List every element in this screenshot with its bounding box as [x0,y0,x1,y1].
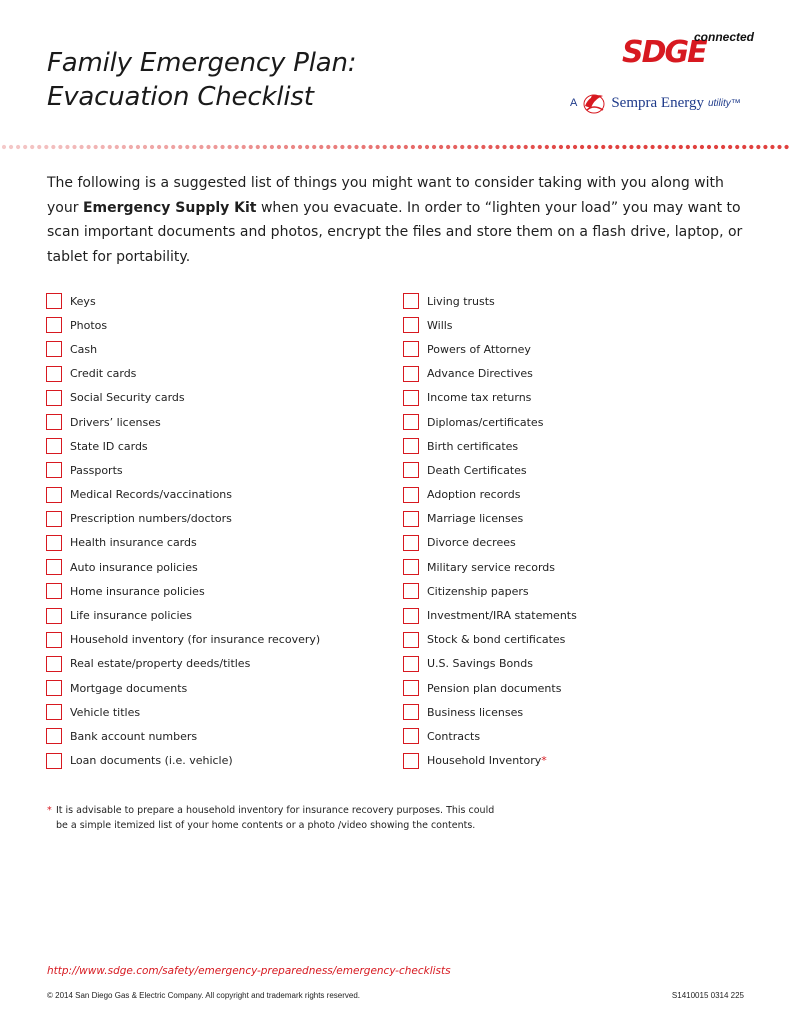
checkbox[interactable] [403,656,419,672]
divider-dot [552,145,556,149]
checklist-item [403,579,743,603]
divider-dot [643,145,647,149]
intro-text-2: when you evacuate. In order to “lighten your load” you may want to scan important documents and photos, encrypt the files and store them on a flash drive, laptop, or tablet for portability. [47,199,743,265]
checkbox[interactable] [403,438,419,454]
checkbox[interactable] [403,511,419,527]
checklist-item [46,483,386,507]
divider-dot [700,145,704,149]
checklist-item [403,289,743,313]
divider-dot [79,145,83,149]
checkbox[interactable] [46,414,62,430]
divider-dot [749,145,753,149]
divider-dot [559,145,563,149]
checklist-item-label: Pension plan documents [427,681,562,695]
page-title [47,46,356,114]
checklist-item-label: Stock & bond certificates [427,633,566,647]
checkbox[interactable] [403,317,419,333]
checklist-item [46,700,386,724]
checklist-item-label: Income tax returns [427,391,532,405]
divider-dot [672,145,676,149]
divider-dot [566,145,570,149]
divider-dot [418,145,422,149]
divider-dot [305,145,309,149]
divider-dot [629,145,633,149]
checklist-item [46,362,386,386]
checkbox[interactable] [403,535,419,551]
checkbox[interactable] [403,632,419,648]
sempra-line [570,90,741,116]
sempra-flame-icon [581,90,607,116]
divider-dot [23,145,27,149]
divider-dot [432,145,436,149]
checklist-item [403,749,743,773]
checklist-right-column [403,289,743,773]
checkbox[interactable] [46,317,62,333]
checklist-item [403,724,743,748]
divider-dot [249,145,253,149]
divider-dot [65,145,69,149]
checklist-item-label: Home insurance policies [70,584,205,598]
checkbox[interactable] [46,438,62,454]
checklist-item-label: Contracts [427,729,481,743]
checklist-item-label: Wills [427,318,453,332]
checklist-item [46,628,386,652]
logo-tagline: connected [694,30,755,44]
title-line-2: Evacuation Checklist [47,82,314,112]
checkbox[interactable] [46,608,62,624]
divider-dot [277,145,281,149]
divider-dot [347,145,351,149]
checkbox[interactable] [46,511,62,527]
checkbox[interactable] [46,535,62,551]
checklist-item [46,410,386,434]
checklist-item-label: Prescription numbers/doctors [70,512,232,526]
checklist-item [403,410,743,434]
divider-dot [460,145,464,149]
divider-dot [51,145,55,149]
divider-dot [171,145,175,149]
divider-dot [770,145,774,149]
checklist-item [46,603,386,627]
divider-dot [361,145,365,149]
checkbox[interactable] [403,293,419,309]
checklist-item [403,603,743,627]
divider-dot [72,145,76,149]
divider-dot [601,145,605,149]
checkbox[interactable] [46,293,62,309]
checklist-item-label: Health insurance cards [70,536,197,550]
divider-dot [481,145,485,149]
checklist-item-label: Mortgage documents [70,681,188,695]
divider-dot [777,145,781,149]
divider-dot [16,145,20,149]
checklist-left-column [46,289,386,773]
logo-parent: Sempra Energy [611,94,704,111]
checklist-item-label: Investment/IRA statements [427,609,577,623]
divider-dot [178,145,182,149]
divider-dot [9,145,13,149]
divider-dot [333,145,337,149]
divider-dot [531,145,535,149]
intro-text-1: The following is a suggested list of things you might want to consider taking with you along with your [47,175,724,216]
checklist-item [403,700,743,724]
checklist-item [46,386,386,410]
checklist-item [403,507,743,531]
checkbox[interactable] [403,583,419,599]
divider-dot [763,145,767,149]
footnote-marker: * [47,805,52,816]
divider-dot [728,145,732,149]
divider-dot [467,145,471,149]
divider-dot [291,145,295,149]
checkbox[interactable] [403,341,419,357]
checklist-item-label: Adoption records [427,488,521,502]
divider-dot [129,145,133,149]
checkbox[interactable] [46,390,62,406]
divider-dot [651,145,655,149]
checklist-item-label: Loan documents (i.e. vehicle) [70,754,233,768]
divider-dot [679,145,683,149]
copyright-text: © 2014 San Diego Gas & Electric Company. All copyright and trademark rights reserved. [47,991,361,1000]
checklist-item-label: U.S. Savings Bonds [427,657,533,671]
checkbox[interactable] [403,414,419,430]
checklist-item [46,507,386,531]
checkbox[interactable] [46,656,62,672]
logo-prefix: A [570,97,578,109]
checkbox[interactable] [46,632,62,648]
divider-dot [143,145,147,149]
footnote [47,803,507,833]
checklist-item [46,555,386,579]
checklist-item-label: Marriage licenses [427,512,524,526]
checklist-item-label: Medical Records/vaccinations [70,488,232,502]
divider-dot [185,145,189,149]
checklist-item-label: Photos [70,318,108,332]
divider-dot [312,145,316,149]
divider-dot [756,145,760,149]
checklist-item-label: Death Certificates [427,463,527,477]
checklist-item [403,434,743,458]
divider-dot [658,145,662,149]
divider-dot [502,145,506,149]
divider-dot [608,145,612,149]
divider-dot [425,145,429,149]
divider-dot [213,145,217,149]
divider-dot [580,145,584,149]
footnote-text: It is advisable to prepare a household inventory for insurance recovery purposes. This could be a simple itemized list of your home contents or a photo /video showing the contents. [56,805,495,831]
divider-dot [220,145,224,149]
checklist-item-label: Advance Directives [427,367,533,381]
divider-dot [714,145,718,149]
divider-dot [242,145,246,149]
checklist-item [403,676,743,700]
checklist-item [403,386,743,410]
checklist-item [46,337,386,361]
divider-dot [665,145,669,149]
divider-dot [94,145,98,149]
divider-dot [397,145,401,149]
divider-dot [44,145,48,149]
divider-dot [108,145,112,149]
checklist-item [46,652,386,676]
checkbox[interactable] [46,753,62,769]
checklist-item-label: Household inventory (for insurance recovery) [70,633,321,647]
divider-dot [369,145,373,149]
divider-dot [157,145,161,149]
checklist-item-label: Military service records [427,560,556,574]
document-code: S1410015 0314 225 [671,991,744,1000]
checklist-item [403,628,743,652]
divider-dot [87,145,91,149]
divider-dot [2,145,6,149]
divider-dot [735,145,739,149]
divider-dot [199,145,203,149]
checklist-item-label: Social Security cards [70,391,185,405]
checkbox[interactable] [46,462,62,478]
divider-dot [206,145,210,149]
divider-dot [446,145,450,149]
checklist-item-label: Auto insurance policies [70,560,198,574]
divider-dot [150,145,154,149]
checklist-item-label: Drivers’ licenses [70,415,161,429]
checkbox[interactable] [403,704,419,720]
checklist-item [403,337,743,361]
checklist-item-label: Vehicle titles [70,705,141,719]
checkbox[interactable] [46,680,62,696]
intro-paragraph [47,171,747,269]
divider-dot [587,145,591,149]
checkbox[interactable] [46,559,62,575]
checkbox[interactable] [46,728,62,744]
divider-dot [115,145,119,149]
checklist-item-label: Citizenship papers [427,584,529,598]
divider-dot [538,145,542,149]
checkbox[interactable] [403,390,419,406]
divider-dot [58,145,62,149]
divider-dot [784,145,788,149]
divider-dot [228,145,232,149]
divider-dot [270,145,274,149]
checklist-item-label: Cash [70,342,98,356]
divider-dot [404,145,408,149]
divider-dot [545,145,549,149]
divider-dot [721,145,725,149]
checklist-item-label: Keys [70,294,96,308]
divider-dot [636,145,640,149]
divider-dot [495,145,499,149]
divider-dot [326,145,330,149]
divider-dot [354,145,358,149]
divider-dot [383,145,387,149]
divider-dot [439,145,443,149]
checklist-item [46,531,386,555]
checklist-item-label: State ID cards [70,439,148,453]
checklist-item [403,362,743,386]
divider-dot [376,145,380,149]
divider-dot [615,145,619,149]
divider-dot [573,145,577,149]
divider-dot [192,145,196,149]
divider-dot [693,145,697,149]
divider-dot [474,145,478,149]
checklist-item-label: Divorce decrees [427,536,516,550]
checklist-item-label: Household Inventory [427,754,542,768]
checklist-item [403,458,743,482]
checklist-item [403,652,743,676]
divider-dot [30,145,34,149]
divider-dot [136,145,140,149]
checklist-item [46,434,386,458]
checkbox[interactable] [46,704,62,720]
intro-bold: Emergency Supply Kit [82,199,257,216]
checklist-item [46,749,386,773]
divider-dot [453,145,457,149]
divider-dot [488,145,492,149]
checklist-item-label: Diplomas/certificates [427,415,544,429]
checkbox[interactable] [403,753,419,769]
checkbox[interactable] [46,487,62,503]
checklist-item-label: Real estate/property deeds/titles [70,657,251,671]
divider-dot [517,145,521,149]
checklist-url-link[interactable]: http://www.sdge.com/safety/emergency-preparedness/emergency-checklists [47,965,451,977]
checklist-item [46,579,386,603]
divider-dot [742,145,746,149]
divider-dot [686,145,690,149]
checklist-item [403,483,743,507]
divider-dot [319,145,323,149]
checkbox[interactable] [46,583,62,599]
checklist-item [403,555,743,579]
divider-dot [340,145,344,149]
checklist-item [46,676,386,700]
divider-dot [707,145,711,149]
sdge-logo [566,30,756,120]
divider-dot [37,145,41,149]
checkbox[interactable] [46,366,62,382]
checklist-item-label: Business licenses [427,705,524,719]
divider-dot [594,145,598,149]
divider-dot [524,145,528,149]
checklist-item [46,458,386,482]
checklist-item-label: Life insurance policies [70,609,193,623]
divider-dot [298,145,302,149]
checkbox[interactable] [403,728,419,744]
divider-dot [101,145,105,149]
checkbox[interactable] [403,487,419,503]
divider-dot [164,145,168,149]
dotted-divider [0,143,791,151]
divider-dot [390,145,394,149]
checklist-item-label: Birth certificates [427,439,519,453]
divider-dot [411,145,415,149]
divider-dot [235,145,239,149]
checklist-item-label: Credit cards [70,367,137,381]
logo-suffix: utility™ [707,97,741,109]
divider-dot [510,145,514,149]
divider-dot [122,145,126,149]
checkbox[interactable] [403,559,419,575]
divider-dot [284,145,288,149]
checkbox[interactable] [403,608,419,624]
checklist-item-label: Passports [70,463,123,477]
checkbox[interactable] [46,341,62,357]
checklist-item-label: Bank account numbers [70,729,198,743]
sdge-brand: SDGE [622,35,706,70]
checklist-item [403,313,743,337]
checklist-item [46,724,386,748]
divider-dot [622,145,626,149]
checklist-item-label: Living trusts [427,294,495,308]
title-line-1: Family Emergency Plan: [47,48,357,78]
checkbox[interactable] [403,462,419,478]
divider-dot [263,145,267,149]
checklist-item [46,313,386,337]
checklist-item [46,289,386,313]
checkbox[interactable] [403,680,419,696]
checkbox[interactable] [403,366,419,382]
checklist-item-label: Powers of Attorney [427,342,531,356]
checklist-item [403,531,743,555]
asterisk-marker: * [541,754,547,768]
divider-dot [256,145,260,149]
